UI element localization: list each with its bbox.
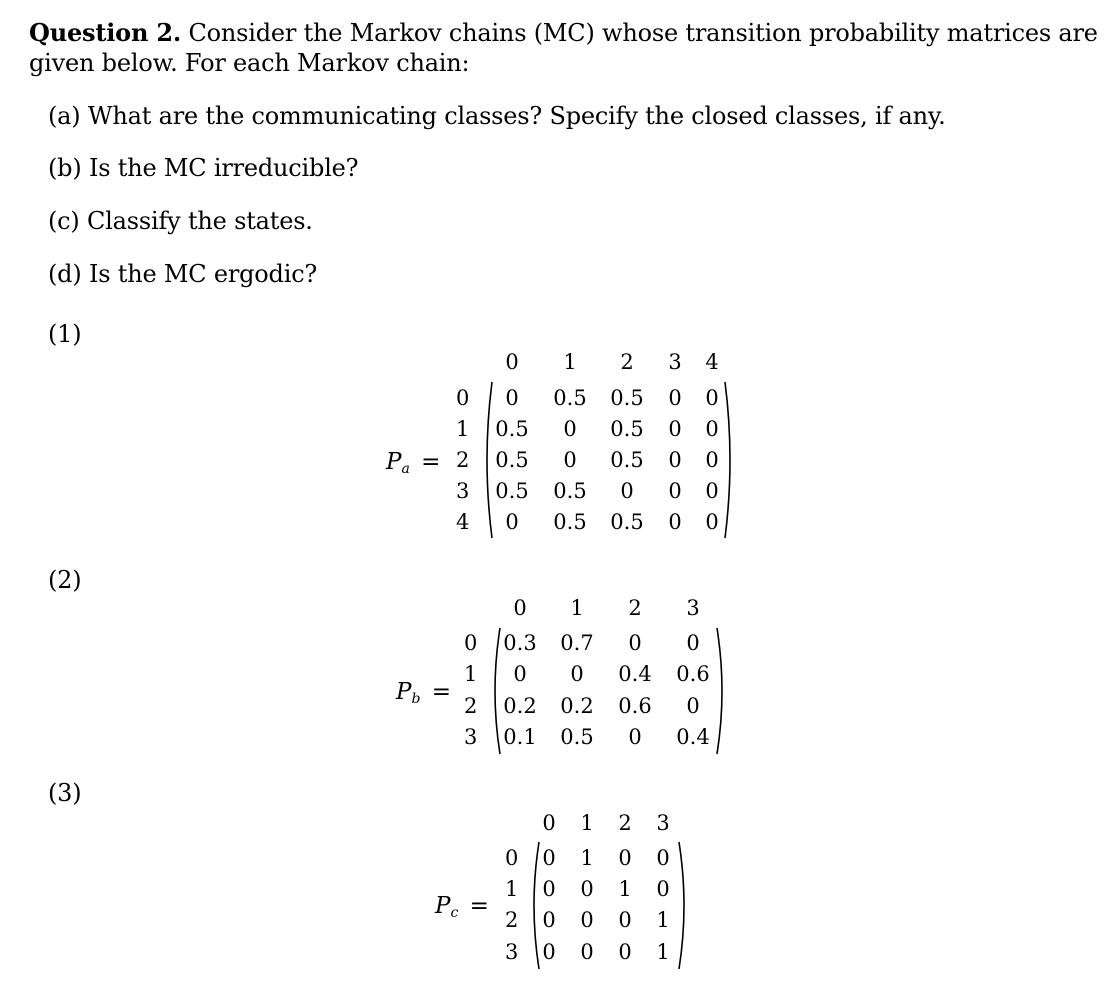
matrix-1-cell: 0.5	[610, 448, 644, 472]
matrix-1-symbol: P	[386, 449, 402, 475]
matrix-2-cell: 0.4	[676, 725, 710, 749]
matrix-1-cell: 0	[705, 448, 719, 472]
matrix-3-cell: 0	[580, 940, 594, 964]
matrix-1-cell: 0.5	[495, 417, 529, 441]
matrix-3-number: (3)	[48, 779, 82, 807]
matrix-2-col-label: 3	[686, 596, 700, 620]
part-b	[48, 154, 358, 182]
matrix-3-equals: =	[469, 893, 489, 919]
matrix-3-row-label: 0	[505, 846, 519, 870]
matrix-1-cell: 0.5	[495, 448, 529, 472]
matrix-1-cell: 0	[668, 448, 682, 472]
matrix-1-row-label: 3	[456, 479, 470, 503]
matrix-3-cell: 1	[618, 877, 632, 901]
matrix-3-col-label: 1	[580, 811, 594, 835]
matrix-1-row-label: 1	[456, 417, 470, 441]
matrix-2-cell: 0.4	[618, 662, 652, 686]
part-c-text: Classify the states.	[87, 207, 313, 235]
matrix-3-right-paren	[677, 840, 691, 971]
matrix-3-cell: 1	[656, 908, 670, 932]
matrix-1-cell: 0	[705, 479, 719, 503]
matrix-1-row-label: 4	[456, 510, 470, 534]
matrix-1-cell: 0.5	[610, 510, 644, 534]
matrix-2-cell: 0.2	[503, 694, 537, 718]
matrix-3-cell: 0	[656, 846, 670, 870]
question-line-1	[29, 18, 1098, 47]
matrix-1-cell: 0	[563, 417, 577, 441]
matrix-2-cell: 0.5	[560, 725, 594, 749]
matrix-2-row-label: 3	[464, 725, 478, 749]
matrix-1-col-label: 3	[668, 350, 682, 374]
matrix-2-cell: 0	[628, 725, 642, 749]
matrix-2-cell: 0	[570, 662, 584, 686]
matrix-1-cell: 0	[705, 510, 719, 534]
part-d-label: (d)	[48, 260, 82, 288]
matrix-3-row-label: 2	[505, 908, 519, 932]
matrix-1-col-label: 1	[563, 350, 577, 374]
part-d-text: Is the MC ergodic?	[88, 260, 318, 288]
matrix-3-cell: 0	[580, 877, 594, 901]
matrix-2-cell: 0.2	[560, 694, 594, 718]
matrix-1-cell: 0	[505, 386, 519, 410]
matrix-1-cell: 0	[668, 386, 682, 410]
matrix-1-row-label: 2	[456, 448, 470, 472]
part-c-label: (c)	[48, 207, 80, 235]
matrix-2-cell: 0	[628, 631, 642, 655]
matrix-3-symbol: P	[435, 893, 451, 919]
matrix-3-label	[435, 893, 489, 921]
part-a-label: (a)	[48, 102, 81, 130]
matrix-3-cell: 0	[618, 846, 632, 870]
matrix-3-cell: 0	[542, 846, 556, 870]
question-intro-line2: given below. For each Markov chain:	[29, 49, 470, 77]
part-c	[48, 207, 313, 235]
matrix-2-cell: 0	[686, 694, 700, 718]
matrix-3-cell: 0	[542, 877, 556, 901]
matrix-2-col-label: 2	[628, 596, 642, 620]
part-a-text: What are the communicating classes? Specify the closed classes, if any.	[87, 102, 946, 130]
matrix-2-col-label: 0	[513, 596, 527, 620]
matrix-1-cell: 0.5	[495, 479, 529, 503]
matrix-1-label	[386, 449, 440, 477]
matrix-1-cell: 0.5	[553, 386, 587, 410]
matrix-2-subscript: b	[411, 691, 421, 707]
part-a	[48, 102, 946, 130]
part-d	[48, 260, 317, 288]
matrix-1-cell: 0.5	[610, 386, 644, 410]
matrix-1-equals: =	[421, 449, 441, 475]
matrix-3-cell: 1	[656, 940, 670, 964]
matrix-1-cell: 0	[505, 510, 519, 534]
matrix-2-cell: 0.6	[676, 662, 710, 686]
matrix-1-row-label: 0	[456, 386, 470, 410]
matrix-3-cell: 0	[618, 940, 632, 964]
matrix-2-number: (2)	[48, 566, 82, 594]
question-intro-line1: Consider the Markov chains (MC) whose transition probability matrices are	[188, 19, 1098, 47]
matrix-2-label	[396, 679, 451, 707]
matrix-2-cell: 0.6	[618, 694, 652, 718]
matrix-2-col-label: 1	[570, 596, 584, 620]
matrix-2-cell: 0	[513, 662, 527, 686]
matrix-1-cell: 0	[620, 479, 634, 503]
matrix-1-cell: 0.5	[610, 417, 644, 441]
matrix-1-subscript: a	[401, 461, 410, 477]
matrix-3-col-label: 0	[542, 811, 556, 835]
matrix-3-col-label: 2	[618, 811, 632, 835]
matrix-1-left-paren	[480, 380, 494, 540]
matrix-3-col-label: 3	[656, 811, 670, 835]
matrix-2-row-label: 2	[464, 694, 478, 718]
matrix-3-cell: 0	[618, 908, 632, 932]
matrix-3-subscript: c	[450, 905, 459, 921]
matrix-2-equals: =	[431, 679, 452, 705]
matrix-3-row-label: 1	[505, 877, 519, 901]
matrix-3-cell: 0	[542, 940, 556, 964]
matrix-1-cell: 0.5	[553, 510, 587, 534]
matrix-2-cell: 0	[686, 631, 700, 655]
matrix-2-cell: 0.7	[560, 631, 594, 655]
question-title: Question 2.	[29, 18, 182, 47]
matrix-1-right-paren	[723, 380, 737, 540]
matrix-1-number: (1)	[48, 320, 82, 348]
matrix-3-cell: 1	[580, 846, 594, 870]
matrix-1-cell: 0	[705, 417, 719, 441]
matrix-3-row-label: 3	[505, 940, 519, 964]
matrix-1-cell: 0	[668, 479, 682, 503]
part-b-text: Is the MC irreducible?	[88, 154, 359, 182]
matrix-3-cell: 0	[542, 908, 556, 932]
matrix-2-row-label: 0	[464, 631, 478, 655]
matrix-1-col-label: 4	[705, 350, 719, 374]
matrix-1-cell: 0	[668, 417, 682, 441]
matrix-1-cell: 0	[705, 386, 719, 410]
matrix-1-col-label: 0	[505, 350, 519, 374]
matrix-1-cell: 0.5	[553, 479, 587, 503]
matrix-1-cell: 0	[668, 510, 682, 534]
part-b-label: (b)	[48, 154, 82, 182]
matrix-1-col-label: 2	[620, 350, 634, 374]
matrix-1-cell: 0	[563, 448, 577, 472]
matrix-2-cell: 0.1	[503, 725, 537, 749]
matrix-2-left-paren	[488, 626, 502, 756]
matrix-3-cell: 0	[656, 877, 670, 901]
matrix-2-right-paren	[715, 626, 729, 756]
matrix-3-left-paren	[527, 840, 541, 971]
matrix-2-cell: 0.3	[503, 631, 537, 655]
matrix-3-cell: 0	[580, 908, 594, 932]
matrix-2-symbol: P	[396, 679, 412, 705]
matrix-2-row-label: 1	[464, 662, 478, 686]
